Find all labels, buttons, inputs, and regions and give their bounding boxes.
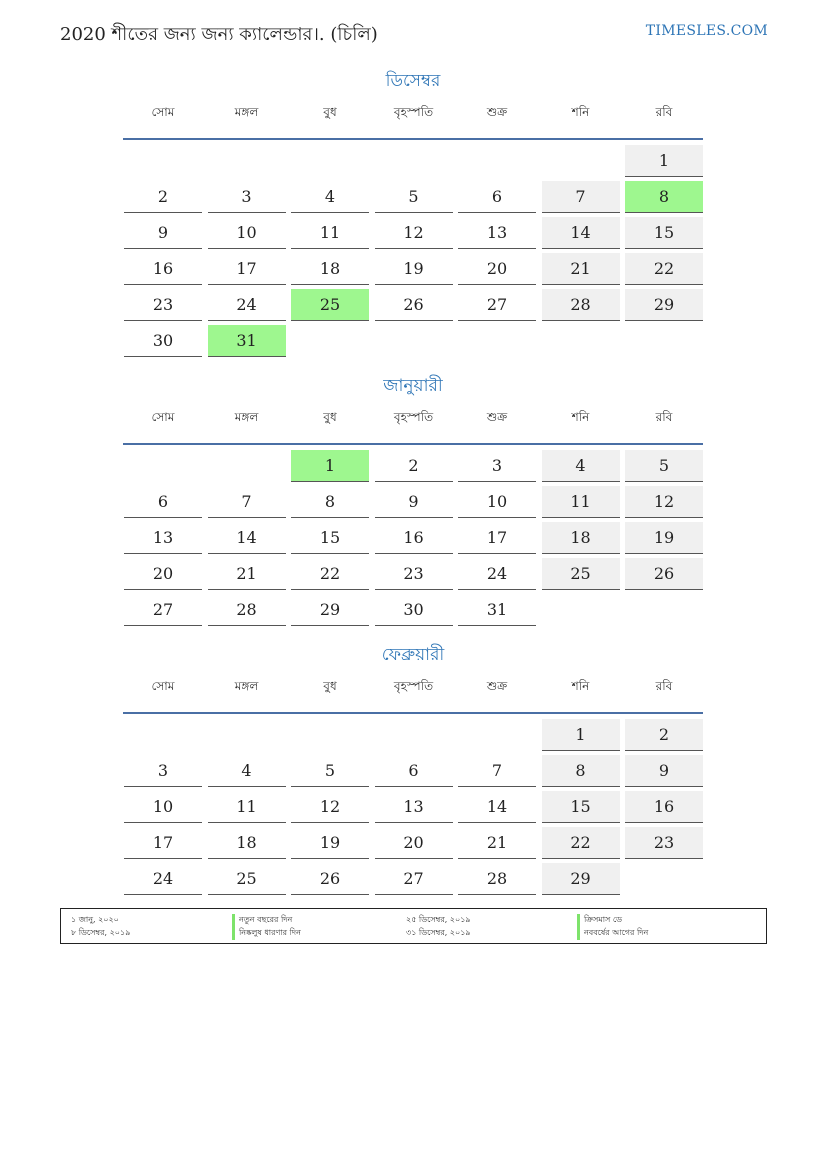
day-cell: 5 (291, 755, 369, 787)
month-title: ফেব্রুয়ারী (381, 645, 445, 665)
day-cell: 12 (375, 217, 453, 249)
weekday-label: শনি (571, 410, 590, 424)
day-cell: 14 (208, 522, 286, 554)
weekday-label: মঙ্গল (234, 679, 259, 693)
legend-date: ৩১ ডিসেম্বর, ২০১৯ (406, 928, 471, 937)
legend-holiday-name: নববর্ষের আগের দিন (577, 927, 648, 940)
day-cell: 21 (542, 253, 620, 285)
day-cell: 10 (208, 217, 286, 249)
day-cell: 23 (124, 289, 202, 321)
legend-holiday-name: নিষ্কলুষ ধারণার দিন (232, 927, 301, 940)
weekday-label: সোম (151, 410, 175, 424)
day-cell: 21 (208, 558, 286, 590)
day-cell: 3 (458, 450, 536, 482)
weekday-label: শনি (571, 679, 590, 693)
weekday-label: রবি (655, 105, 673, 119)
day-cell: 4 (291, 181, 369, 213)
holiday-day-cell: 25 (291, 289, 369, 321)
day-cell: 4 (208, 755, 286, 787)
legend-date: ২৫ ডিসেম্বর, ২০১৯ (406, 915, 471, 924)
day-cell: 26 (625, 558, 703, 590)
day-cell: 13 (375, 791, 453, 823)
weekday-label: সোম (151, 679, 175, 693)
day-cell: 29 (291, 594, 369, 626)
day-cell: 19 (625, 522, 703, 554)
day-cell: 7 (458, 755, 536, 787)
weekday-label: বুধ (323, 679, 337, 693)
weekday-label: রবি (655, 679, 673, 693)
day-cell: 6 (458, 181, 536, 213)
day-cell: 2 (375, 450, 453, 482)
weekday-label: সোম (151, 105, 175, 119)
day-cell: 9 (625, 755, 703, 787)
day-cell: 14 (542, 217, 620, 249)
legend-date: ৮ ডিসেম্বর, ২০১৯ (71, 928, 131, 937)
day-cell: 19 (291, 827, 369, 859)
month-february (123, 642, 703, 888)
weekday-label: বৃহস্পতি (393, 410, 434, 424)
day-cell: 23 (625, 827, 703, 859)
day-cell: 15 (625, 217, 703, 249)
weekday-label: মঙ্গল (234, 105, 259, 119)
day-cell: 11 (208, 791, 286, 823)
day-cell: 20 (458, 253, 536, 285)
day-cell: 27 (375, 863, 453, 895)
day-cell: 2 (625, 719, 703, 751)
day-cell: 24 (124, 863, 202, 895)
day-cell: 6 (124, 486, 202, 518)
day-cell: 7 (542, 181, 620, 213)
weekday-label: শুক্র (486, 410, 508, 424)
holiday-day-cell: 31 (208, 325, 286, 357)
day-cell: 25 (208, 863, 286, 895)
day-cell: 18 (542, 522, 620, 554)
day-cell: 14 (458, 791, 536, 823)
day-cell: 12 (625, 486, 703, 518)
day-cell: 22 (542, 827, 620, 859)
day-cell: 28 (458, 863, 536, 895)
day-cell: 11 (542, 486, 620, 518)
day-cell: 22 (625, 253, 703, 285)
site-link[interactable]: TIMESLES.COM (645, 23, 768, 39)
month-title: ডিসেম্বর (385, 71, 441, 91)
day-cell: 1 (625, 145, 703, 177)
legend-date: ১ জানু, ২০২০ (71, 915, 119, 924)
weekday-label: বৃহস্পতি (393, 105, 434, 119)
day-cell: 28 (208, 594, 286, 626)
day-cell: 20 (124, 558, 202, 590)
holiday-day-cell: 8 (625, 181, 703, 213)
day-cell: 16 (375, 522, 453, 554)
day-cell: 22 (291, 558, 369, 590)
weekday-label: শুক্র (486, 105, 508, 119)
day-cell: 3 (208, 181, 286, 213)
day-cell: 9 (124, 217, 202, 249)
page-title: 2020 শীতের জন্য জন্য ক্যালেন্ডার।. (চিলি) (60, 24, 378, 45)
holiday-legend (60, 908, 767, 944)
day-cell: 17 (458, 522, 536, 554)
day-cell: 2 (124, 181, 202, 213)
weekday-label: বুধ (323, 410, 337, 424)
legend-holiday-name: নতুন বছরের দিন (232, 914, 292, 927)
day-cell: 12 (291, 791, 369, 823)
day-cell: 29 (625, 289, 703, 321)
day-cell: 16 (124, 253, 202, 285)
day-cell: 25 (542, 558, 620, 590)
day-cell: 18 (208, 827, 286, 859)
month-december (123, 68, 703, 350)
day-cell: 28 (542, 289, 620, 321)
holiday-day-cell: 1 (291, 450, 369, 482)
day-cell: 26 (291, 863, 369, 895)
day-cell: 17 (124, 827, 202, 859)
day-cell: 15 (291, 522, 369, 554)
day-cell: 13 (124, 522, 202, 554)
day-cell: 26 (375, 289, 453, 321)
day-cell: 29 (542, 863, 620, 895)
day-cell: 31 (458, 594, 536, 626)
day-cell: 10 (124, 791, 202, 823)
weekday-header (123, 399, 703, 445)
day-cell: 24 (208, 289, 286, 321)
weekday-header (123, 668, 703, 714)
day-cell: 24 (458, 558, 536, 590)
day-cell: 9 (375, 486, 453, 518)
day-cell: 11 (291, 217, 369, 249)
day-cell: 17 (208, 253, 286, 285)
weekday-label: মঙ্গল (234, 410, 259, 424)
legend-holiday-name: ক্রিসমাস ডে (577, 914, 622, 927)
day-cell: 16 (625, 791, 703, 823)
day-cell: 10 (458, 486, 536, 518)
month-january (123, 373, 703, 619)
day-cell: 8 (542, 755, 620, 787)
day-cell: 4 (542, 450, 620, 482)
day-cell: 7 (208, 486, 286, 518)
day-cell: 21 (458, 827, 536, 859)
day-cell: 6 (375, 755, 453, 787)
day-cell: 5 (625, 450, 703, 482)
weekday-label: বৃহস্পতি (393, 679, 434, 693)
day-cell: 27 (124, 594, 202, 626)
month-title: জানুয়ারী (383, 376, 443, 396)
day-cell: 5 (375, 181, 453, 213)
weekday-label: শনি (571, 105, 590, 119)
weekday-label: বুধ (323, 105, 337, 119)
day-cell: 19 (375, 253, 453, 285)
day-cell: 18 (291, 253, 369, 285)
weekday-label: রবি (655, 410, 673, 424)
day-cell: 23 (375, 558, 453, 590)
day-cell: 15 (542, 791, 620, 823)
day-cell: 20 (375, 827, 453, 859)
weekday-header (123, 94, 703, 140)
day-cell: 13 (458, 217, 536, 249)
day-cell: 27 (458, 289, 536, 321)
day-cell: 30 (375, 594, 453, 626)
day-cell: 30 (124, 325, 202, 357)
day-cell: 1 (542, 719, 620, 751)
day-cell: 8 (291, 486, 369, 518)
weekday-label: শুক্র (486, 679, 508, 693)
day-cell: 3 (124, 755, 202, 787)
